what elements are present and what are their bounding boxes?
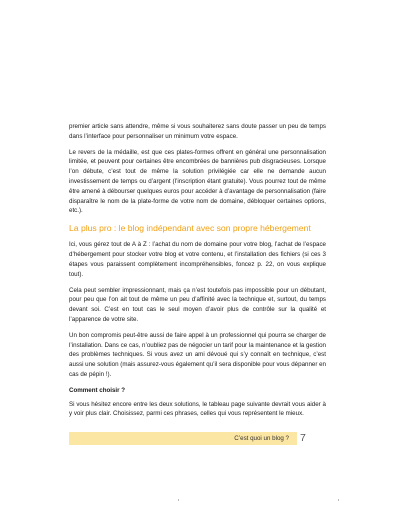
page-body <box>69 122 326 425</box>
paragraph-compromis: Un bon compromis peut-être aussi de faire appel à un professionnel qui pourra se charger de l’installation. Dans ce cas, n’oubliez pas de négocier un tarif pour la maintenance et la gestion des problèmes techniques. Si vous avez un ami dévoué qui s’y connaît en technique, c’est aussi une solution (mais assurez-vous également qu’il sera disponible pour vous dépanner en cas de pépin !). <box>69 331 326 378</box>
paragraph-gestion: Ici, vous gérez tout de A à Z : l’achat du nom de domaine pour votre blog, l’achat de l’espace d’hébergement pour stocker votre blog et votre contenu, et l’installation des fichiers (si ces 3 étapes vous paraissent complètement incompréhensibles, foncez p. 22, on vous explique tout). <box>69 241 326 278</box>
paragraph-revers: Le revers de la médaille, est que ces plates-formes offrent en général une personnalisation limitée, et peuvent pour certaines être encombrées de bannières pub disgracieuses. Lorsque l’on débute, c’est tout de même la solution privilégiée car elle ne demande aucun investissement de temps ou d’argent (l’inscription étant gratuite). Vous pourrez tout de même être amené à débourser quelques euros pour accéder à d’avantage de personnalisation (faire disparaître le nom de la plate-forme de votre nom de domaine, débloquer certaines options, etc.). <box>69 148 326 215</box>
paragraph-impressionnant: Cela peut sembler impressionnant, mais ça n’est toutefois pas impossible pour un débutant, pour peu que l’on ait tout de même un peu d’affinité avec la technique et, surtout, du temps devant soi. C’est en tout cas le seul moyen d’avoir plus de contrôle sur la qualité et l’apparence de votre site. <box>69 286 326 323</box>
crop-mark-right <box>338 499 339 501</box>
page-number: 7 <box>300 432 306 444</box>
crop-mark-left <box>178 499 179 501</box>
running-title: C’est quoi un blog ? <box>234 435 289 442</box>
paragraph-intro: premier article sans attendre, même si vous souhaiterez sans doute passer un peu de temps dans l’interface pour personnaliser un minimum votre espace. <box>69 123 326 140</box>
subheading-choisir: Comment choisir ? <box>69 386 126 394</box>
footer-bar <box>69 432 297 445</box>
paragraph-closing: Si vous hésitez encore entre les deux solutions, le tableau page suivante devrait vous aider à y voir plus clair. Choisissez, parmi ces phrases, celles qui vous représentent le mieux. <box>69 400 326 418</box>
section-heading: La plus pro : le blog indépendant avec son propre hébergement <box>69 223 311 234</box>
